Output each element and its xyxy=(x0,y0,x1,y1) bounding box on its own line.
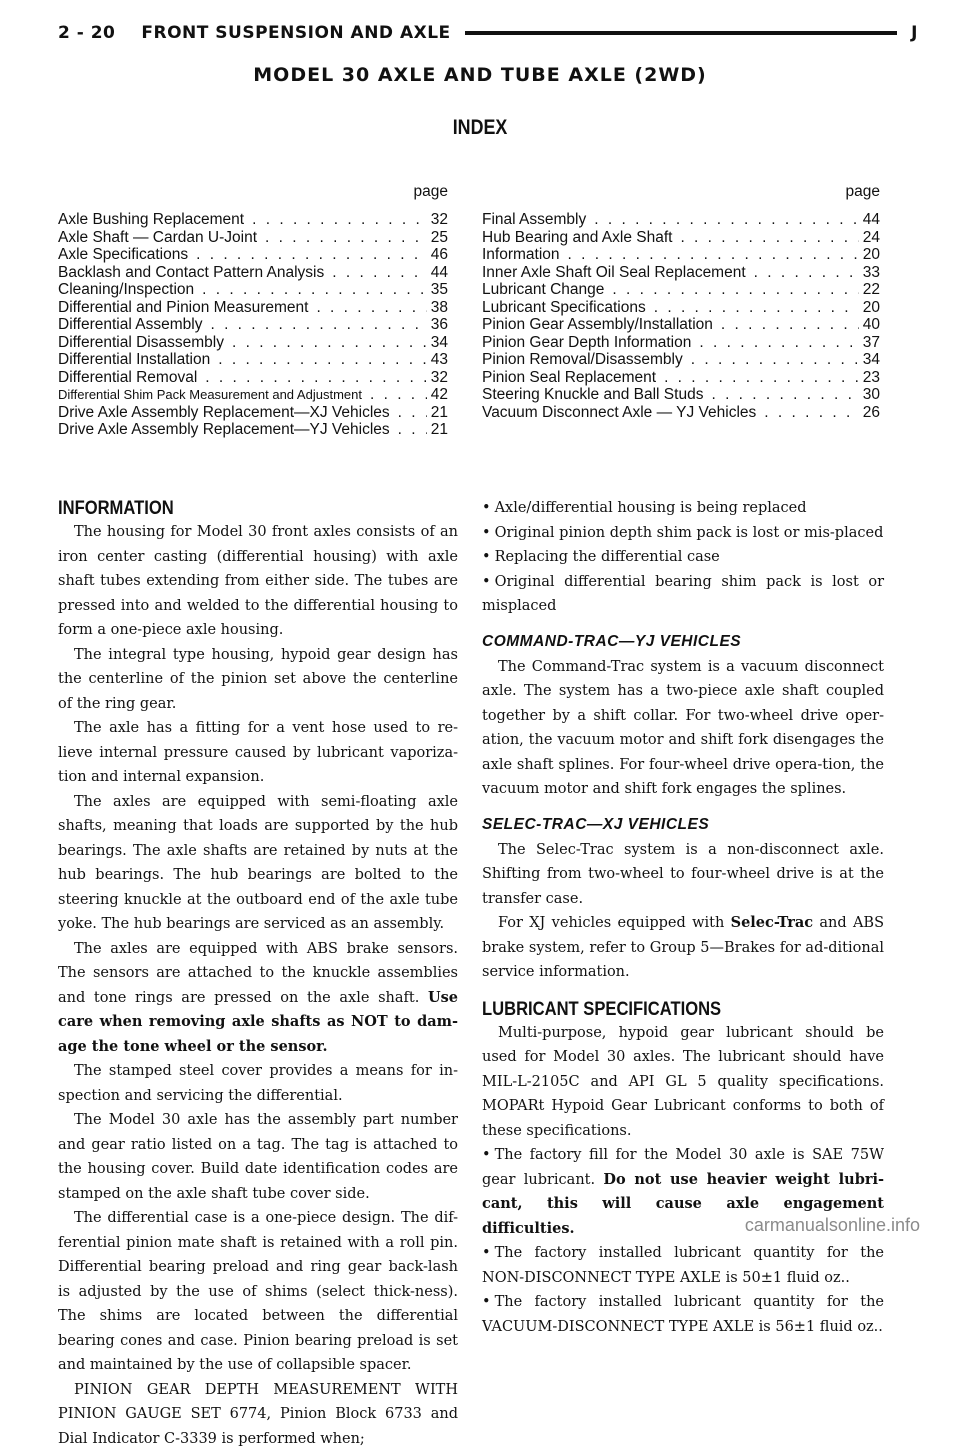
selec-trac-heading: SELEC-TRAC—XJ VEHICLES xyxy=(482,812,884,838)
dot-leader xyxy=(754,264,859,282)
index-entry-page: 23 xyxy=(863,369,880,387)
index-entry-page: 20 xyxy=(863,246,880,264)
index-page-label: page xyxy=(58,183,448,201)
index-entry-label: Differential Removal xyxy=(58,369,197,387)
index-entry-page: 21 xyxy=(431,404,448,422)
index-entry-label: Information xyxy=(482,246,560,264)
page-header xyxy=(58,18,918,48)
index-entry-page: 24 xyxy=(863,229,880,247)
index-entry-label: Differential Installation xyxy=(58,351,210,369)
index-entry[interactable] xyxy=(58,246,448,264)
dot-leader xyxy=(568,246,859,264)
index-entry-label: Final Assembly xyxy=(482,211,586,229)
index-entry-page: 38 xyxy=(431,299,448,317)
dot-leader xyxy=(721,316,859,334)
dot-leader xyxy=(680,229,858,247)
dot-leader xyxy=(654,299,859,317)
index-entry[interactable] xyxy=(482,334,880,352)
index-entry[interactable] xyxy=(58,281,448,299)
index-entry-label: Differential Disassembly xyxy=(58,334,224,352)
index-entry-page: 33 xyxy=(863,264,880,282)
condition-bullet: • Axle/differential housing is being replaced xyxy=(482,496,884,521)
index-entry[interactable] xyxy=(58,264,448,282)
selec-trac-paragraph: The Selec-Trac system is a non-disconnect axle. Shifting from two-wheel to four-wheel drive is at the transfer case. xyxy=(482,838,884,912)
index-entry-label: Pinion Gear Assembly/Installation xyxy=(482,316,713,334)
index-entry-page: 20 xyxy=(863,299,880,317)
dot-leader xyxy=(252,211,427,229)
header-rule xyxy=(465,31,898,35)
section-title: FRONT SUSPENSION AND AXLE xyxy=(141,23,450,43)
dot-leader xyxy=(612,281,858,299)
index-title: INDEX xyxy=(72,116,888,140)
dot-leader xyxy=(664,369,859,387)
lubricant-bullet: • The factory installed lubricant quantity for the VACUUM-DISCONNECT TYPE AXLE is 56±1 fluid oz.. xyxy=(482,1290,884,1339)
index-entry-label: Backlash and Contact Pattern Analysis xyxy=(58,264,324,282)
index-entry-label: Cleaning/Inspection xyxy=(58,281,194,299)
index-entry-label: Differential Assembly xyxy=(58,316,202,334)
dot-leader xyxy=(398,421,427,439)
index-entry-page: 32 xyxy=(431,211,448,229)
index-entry-page: 32 xyxy=(431,369,448,387)
lubricant-bullet: • The factory fill for the Model 30 axle is SAE 75W gear lubricant. Do not use heavier weight lubri-cant, this will cause axle engagement difficulties. xyxy=(482,1143,884,1241)
dot-leader xyxy=(764,404,858,422)
index-entry[interactable] xyxy=(482,211,880,229)
dot-leader xyxy=(218,351,427,369)
index-entry-page: 46 xyxy=(431,246,448,264)
index-entry-label: Pinion Gear Depth Information xyxy=(482,334,691,352)
dot-leader xyxy=(205,369,426,387)
index-entry[interactable] xyxy=(482,351,880,369)
index-entry-page: 43 xyxy=(431,351,448,369)
right-text-column xyxy=(482,496,884,1339)
info-paragraph: The stamped steel cover provides a means for in-spection and servicing the differential. xyxy=(58,1059,458,1108)
index-entry-page: 26 xyxy=(863,404,880,422)
index-entry-label: Axle Specifications xyxy=(58,246,188,264)
index-entry[interactable] xyxy=(482,369,880,387)
index-entry[interactable] xyxy=(482,404,880,422)
index-entry-page: 44 xyxy=(431,264,448,282)
command-trac-paragraph: The Command-Trac system is a vacuum disconnect axle. The system has a two-piece axle shaft coupled together by a shift collar. For two-wheel drive oper-ation, the vacuum motor and shift fork disengages the axle shaft splines. For four-wheel drive opera-tion, the vacuum motor and shift fork engages the splines. xyxy=(482,655,884,802)
dot-leader xyxy=(210,316,426,334)
condition-bullet: • Original pinion depth shim pack is lost or mis-placed xyxy=(482,521,884,546)
page-number: 2 - 20 xyxy=(58,23,115,43)
index-entry[interactable] xyxy=(58,299,448,317)
index-entry[interactable] xyxy=(482,281,880,299)
index-entry-label: Axle Shaft — Cardan U-Joint xyxy=(58,229,257,247)
index-entry-label: Pinion Removal/Disassembly xyxy=(482,351,683,369)
index-entry-label: Lubricant Specifications xyxy=(482,299,646,317)
index-entry[interactable] xyxy=(482,386,880,404)
index-entry-page: 37 xyxy=(863,334,880,352)
index-entry-page: 44 xyxy=(863,211,880,229)
index-entry[interactable] xyxy=(58,334,448,352)
information-heading: INFORMATION xyxy=(58,496,398,520)
info-paragraph: The axles are equipped with ABS brake sensors. The sensors are attached to the knuckle assemblies and tone rings are pressed on the axle shaft. Use care when removing axle shafts as NOT to dam-age the tone wheel or the sensor. xyxy=(58,937,458,1060)
brand-letter: J xyxy=(911,23,918,43)
dot-leader xyxy=(691,351,859,369)
index-entry-label: Hub Bearing and Axle Shaft xyxy=(482,229,672,247)
index-entry-label: Steering Knuckle and Ball Studs xyxy=(482,386,703,404)
index-entry-label: Differential Shim Pack Measurement and Adjustment xyxy=(58,386,362,404)
index-entry[interactable] xyxy=(482,264,880,282)
index-entry-page: 34 xyxy=(863,351,880,369)
condition-bullet: • Replacing the differential case xyxy=(482,545,884,570)
index-entry-page: 36 xyxy=(431,316,448,334)
selec-trac-paragraph: For XJ vehicles equipped with Selec-Trac and ABS brake system, refer to Group 5—Brakes for ad-ditional service information. xyxy=(482,911,884,985)
index-entry[interactable] xyxy=(58,316,448,334)
dot-leader xyxy=(398,404,427,422)
info-paragraph: The axle has a fitting for a vent hose used to re-lieve internal pressure caused by lubricant vaporiza-tion and internal expansion. xyxy=(58,716,458,790)
dot-leader xyxy=(594,211,859,229)
dot-leader xyxy=(316,299,426,317)
index-entry[interactable] xyxy=(58,404,448,422)
condition-bullet: • Original differential bearing shim pack is lost or misplaced xyxy=(482,570,884,619)
dot-leader xyxy=(699,334,858,352)
index-entry-page: 35 xyxy=(431,281,448,299)
index-entry[interactable] xyxy=(58,421,448,439)
dot-leader xyxy=(196,246,427,264)
index-entry[interactable] xyxy=(58,369,448,387)
index-entry-label: Pinion Seal Replacement xyxy=(482,369,656,387)
info-paragraph: The Model 30 axle has the assembly part number and gear ratio listed on a tag. The tag is attached to the housing cover. Build date identification codes are stamped on the axle shaft tube cover side. xyxy=(58,1108,458,1206)
index-entry[interactable] xyxy=(482,246,880,264)
index-entry[interactable] xyxy=(58,211,448,229)
dot-leader xyxy=(711,386,858,404)
index-right-column xyxy=(482,186,880,421)
index-entry-page: 25 xyxy=(431,229,448,247)
index-entry-label: Inner Axle Shaft Oil Seal Replacement xyxy=(482,264,746,282)
abs-warning: Use care when removing axle shafts as NOT to dam-age the tone wheel or the sensor. xyxy=(58,989,458,1055)
info-paragraph: The axles are equipped with semi-floating axle shafts, meaning that loads are supported by the hub bearings. The axle shafts are retained by nuts at the hub bearings. The hub bearings are bolted to the steering knuckle at the outboard end of the axle tube yoke. The hub bearings are serviced as an assembly. xyxy=(58,790,458,937)
index-entry-label: Drive Axle Assembly Replacement—XJ Vehicles xyxy=(58,404,390,422)
index-entry-label: Vacuum Disconnect Axle — YJ Vehicles xyxy=(482,404,756,422)
info-paragraph: The integral type housing, hypoid gear design has the centerline of the pinion set above the centerline of the ring gear. xyxy=(58,643,458,717)
lubricant-heading: LUBRICANT SPECIFICATIONS xyxy=(482,997,824,1021)
dot-leader xyxy=(202,281,427,299)
index-entry-page: 40 xyxy=(863,316,880,334)
dot-leader xyxy=(332,264,427,282)
index-entry[interactable] xyxy=(482,229,880,247)
index-entry[interactable] xyxy=(58,229,448,247)
index-entry-page: 21 xyxy=(431,421,448,439)
command-trac-heading: COMMAND-TRAC—YJ VEHICLES xyxy=(482,629,884,655)
index-entry[interactable] xyxy=(58,386,448,404)
info-paragraph: The housing for Model 30 front axles consists of an iron center casting (differential housing) with axle shaft tubes extending from either side. The tubes are pressed into and welded to the differential housing to form a one-piece axle housing. xyxy=(58,520,458,643)
index-left-column xyxy=(58,186,448,439)
index-entry-page: 30 xyxy=(863,386,880,404)
left-text-column xyxy=(58,496,458,1451)
index-entry-label: Lubricant Change xyxy=(482,281,604,299)
index-entry-page: 42 xyxy=(431,386,448,404)
info-paragraph: PINION GEAR DEPTH MEASUREMENT WITH PINION GAUGE SET 6774, Pinion Block 6733 and Dial Indicator C-3339 is performed when; xyxy=(58,1378,458,1451)
index-entry-page: 34 xyxy=(431,334,448,352)
index-entry-label: Axle Bushing Replacement xyxy=(58,211,244,229)
dot-leader xyxy=(370,386,427,404)
watermark: carmanualsonline.info xyxy=(745,1215,920,1236)
index-entry-label: Differential and Pinion Measurement xyxy=(58,299,308,317)
dot-leader xyxy=(265,229,427,247)
info-paragraph: The differential case is a one-piece design. The dif-ferential pinion mate shaft is retained with a roll pin. Differential bearing preload and ring gear back-lash is adjusted by the use of shims (select thick-ness). The shims are located between the differential bearing cones and case. Pinion bearing preload is set and maintained by the use of collapsible spacer. xyxy=(58,1206,458,1378)
lubricant-bullet: • The factory installed lubricant quantity for the NON-DISCONNECT TYPE AXLE is 50±1 fluid oz.. xyxy=(482,1241,884,1290)
index-entry[interactable] xyxy=(482,316,880,334)
index-entry[interactable] xyxy=(482,299,880,317)
index-entry-page: 22 xyxy=(863,281,880,299)
lubricant-paragraph: Multi-purpose, hypoid gear lubricant should be used for Model 30 axles. The lubricant should have MIL-L-2105C and API GL 5 quality specifications. MOPARt Hypoid Gear Lubricant conforms to both of these specifications. xyxy=(482,1021,884,1144)
index-entry[interactable] xyxy=(58,351,448,369)
index-page-label: page xyxy=(482,183,880,201)
dot-leader xyxy=(232,334,427,352)
index-entry-label: Drive Axle Assembly Replacement—YJ Vehicles xyxy=(58,421,390,439)
page-title: MODEL 30 AXLE AND TUBE AXLE (2WD) xyxy=(0,64,960,86)
